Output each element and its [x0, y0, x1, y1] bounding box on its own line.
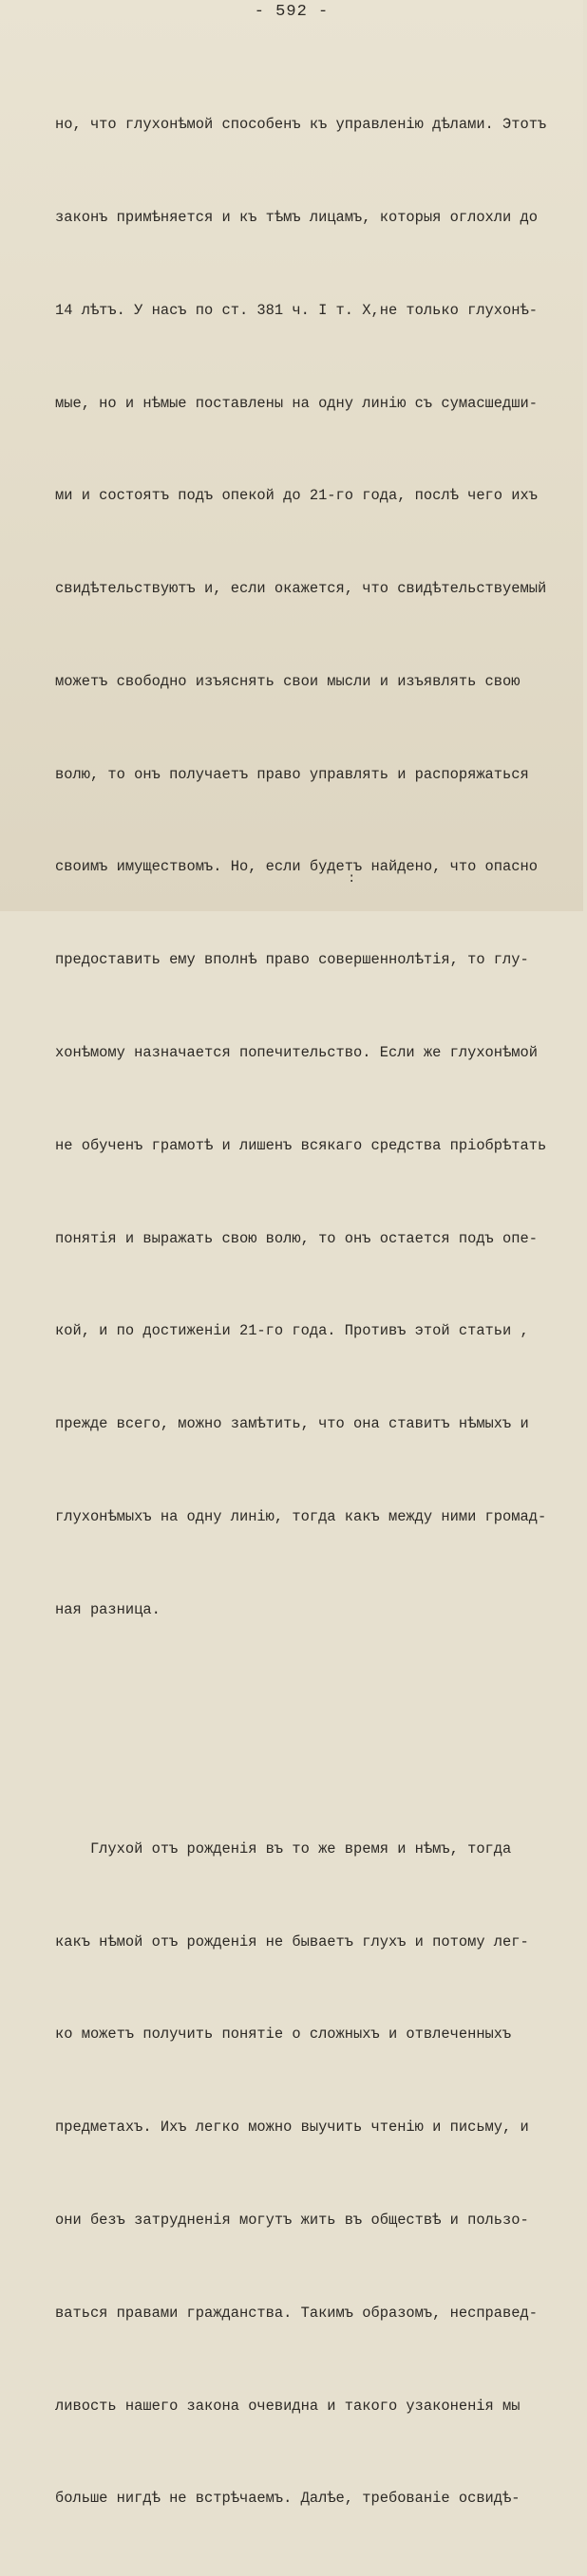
text-line: они безъ затрудненія могутъ жить въ обществѣ и пользо-: [55, 2211, 529, 2229]
text-line: 14 лѣтъ. У насъ по ст. 381 ч. I т. X,не только глухонѣ-: [55, 301, 538, 319]
text-line: больше нигдѣ не встрѣчаемъ. Далѣе, требованіе освидѣ-: [55, 2490, 521, 2508]
text-line: законъ примѣняется и къ тѣмъ лицамъ, которыя оглохли до: [55, 208, 538, 226]
body-text: [55, 47, 587, 2576]
text-line: мые, но и нѣмые поставлены на одну линію съ сумасшедши-: [55, 394, 538, 412]
text-line: ко можетъ получить понятіе о сложныхъ и отвлеченныхъ: [55, 2025, 512, 2044]
text-line: предметахъ. Ихъ легко можно выучить чтенію и письму, и: [55, 2119, 529, 2137]
text-line: кой, и по достиженіи 21-го года. Противъ этой статьи ,: [55, 1322, 529, 1340]
text-line: ная разница.: [55, 1600, 161, 1618]
text-line: волю, то онъ получаетъ право управлять и распоряжаться: [55, 765, 529, 783]
text-line: ваться правами гражданства. Такимъ образомъ, несправед-: [55, 2304, 538, 2322]
text-line: понятія и выражать свою волю, то онъ остается подъ опе-: [55, 1229, 538, 1247]
text-line: свидѣтельствуютъ и, если окажется, что свидѣтельствуемый: [55, 580, 547, 598]
stray-mark: :: [348, 871, 356, 887]
text-line: Глухой отъ рожденія въ то же время и нѣмъ, тогда: [55, 1839, 512, 1857]
text-line: хонѣмому назначается попечительство. Если же глухонѣмой: [55, 1044, 538, 1061]
text-line: но, что глухонѣмой способенъ къ управленію дѣлами. Этотъ: [55, 116, 547, 134]
text-line: глухонѣмыхъ на одну линію, тогда какъ между ними громад-: [55, 1507, 547, 1525]
text-line: какъ нѣмой отъ рожденія не бываетъ глухъ и потому лег-: [55, 1932, 529, 1951]
paragraph-gap: [55, 1718, 587, 1741]
text-line: ливость нашего закона очевидна и такого узаконенія мы: [55, 2397, 521, 2415]
text-line: можетъ свободно изъяснять свои мысли и изъявлять свою: [55, 672, 521, 690]
page-number: - 592 -: [254, 3, 330, 21]
text-line: предоставить ему вполнѣ право совершеннолѣтія, то глу-: [55, 951, 529, 969]
text-line: ми и состоятъ подъ опекой до 21-го года, послѣ чего ихъ: [55, 487, 538, 505]
text-line: своимъ имуществомъ. Но, если будетъ найдено, что опасно: [55, 858, 538, 876]
text-line: прежде всего, можно замѣтить, что она ставитъ нѣмыхъ и: [55, 1415, 529, 1433]
text-line: не обученъ грамотѣ и лишенъ всякаго средства пріобрѣтать: [55, 1136, 547, 1154]
